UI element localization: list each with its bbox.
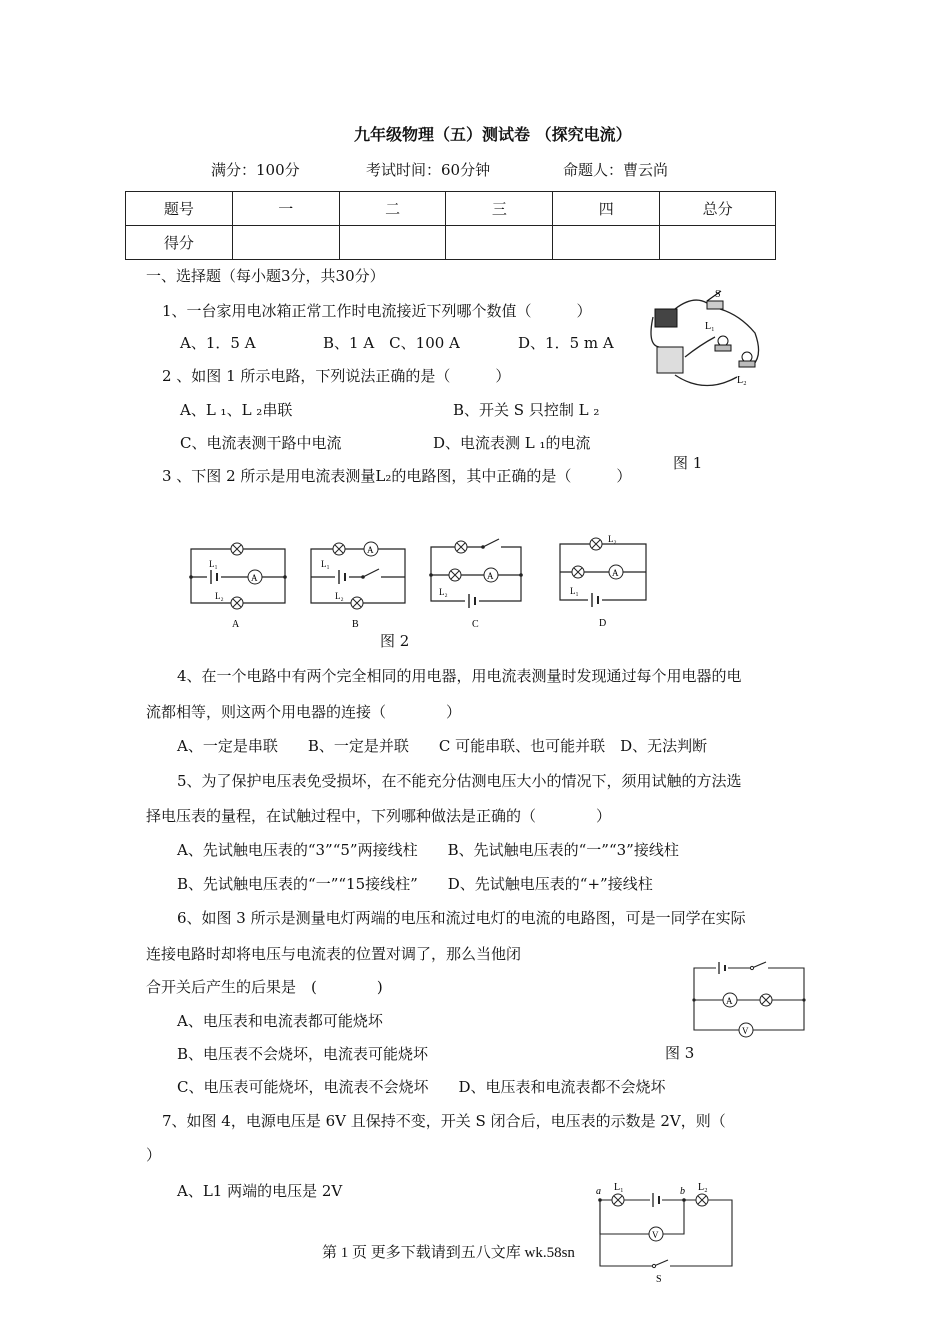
fig2-caption: 图 2 (380, 632, 410, 650)
fig4-label-l2: L₂ (698, 1182, 708, 1193)
fig3-caption: 图 3 (665, 1044, 695, 1062)
fig2d-l2: L₂ (608, 534, 617, 544)
score-cell[interactable] (232, 226, 339, 260)
q7-line2: ） (146, 1146, 162, 1164)
header-cell: 题号 (126, 192, 233, 226)
q5-line1: 5、为了保护电压表免受损坏，在不能充分估测电压大小的情况下，须用试触的方法选 (177, 772, 742, 790)
q4-line2: 流都相等，则这两个用电器的连接（ ） (146, 703, 462, 721)
battery-icon (655, 309, 677, 327)
figure-2-d (550, 530, 660, 630)
fig2c-caption: C (472, 619, 479, 630)
fig2d-ammeter-label: A (612, 568, 619, 578)
fig2c-ammeter-label: A (487, 571, 494, 581)
exam-time: 考试时间：60分钟 (366, 161, 491, 179)
figure-1 (645, 285, 775, 395)
q7-option-a: A、L1 两端的电压是 2V (177, 1182, 343, 1200)
score-cell[interactable] (553, 226, 660, 260)
figure-2-c (425, 535, 535, 635)
fig4-label-b: b (680, 1186, 685, 1197)
fig4-label-a: a (596, 1186, 601, 1197)
q4-options: A、一定是串联 B、一定是并联 C 可能串联、也可能并联 D、无法判断 (177, 737, 708, 755)
q1-stem: 1、一台家用电冰箱正常工作时电流接近下列哪个数值（ ） (162, 302, 592, 320)
table-row (126, 226, 776, 260)
fig2c-l2: L₂ (439, 587, 448, 597)
score-cell[interactable] (660, 226, 776, 260)
q5-options-cd: B、先试触电压表的“一”“15接线柱” D、先试触电压表的“+”接线柱 (177, 875, 653, 893)
q6-options-cd: C、电压表可能烧坏，电流表不会烧坏 D、电压表和电流表都不会烧坏 (177, 1078, 666, 1096)
fig2a-l1: L₁ (209, 559, 218, 569)
fig2a-caption: A (232, 619, 240, 630)
fig4-label-s: S (656, 1274, 662, 1285)
figure-3 (690, 960, 810, 1035)
q2-stem: 2 、如图 1 所示电路，下列说法正确的是（ ） (162, 367, 511, 385)
fig1-caption: 图 1 (673, 454, 703, 472)
fig1-label-s: S (715, 289, 721, 300)
header-cell: 二 (339, 192, 446, 226)
row-label: 得分 (126, 226, 233, 260)
q6-option-a: A、电压表和电流表都可能烧坏 (177, 1012, 383, 1030)
q2-option-b: B、开关 S 只控制 L ₂ (453, 401, 600, 419)
fig2b-ammeter-label: A (367, 545, 374, 555)
fig2d-l1: L₁ (570, 586, 579, 596)
q2-option-d: D、电流表测 L ₁的电流 (433, 434, 591, 452)
full-score: 满分：100分 (211, 161, 300, 179)
q5-options-ab: A、先试触电压表的“3”“5”两接线柱 B、先试触电压表的“一”“3”接线柱 (177, 841, 679, 859)
q2-option-a: A、L ₁、L ₂串联 (180, 401, 293, 419)
ammeter-icon (657, 347, 683, 373)
figure-4 (590, 1182, 750, 1286)
q4-line1: 4、在一个电路中有两个完全相同的用电器，用电流表测量时发现通过每个用电器的电 (177, 667, 742, 685)
fig2a-l2: L₂ (215, 591, 224, 601)
figure-2-b (305, 535, 415, 635)
q6-line2: 连接电路时却将电压与电流表的位置对调了，那么当他闭 (146, 945, 522, 963)
fig2b-l1: L₁ (321, 559, 330, 569)
fig1-label-l1: L₁ (705, 321, 715, 332)
page-title: 九年级物理（五）测试卷 （探究电流） (354, 125, 632, 144)
q2-option-c: C、电流表测干路中电流 (180, 434, 342, 452)
fig2d-caption: D (599, 618, 607, 629)
q3-stem: 3 、下图 2 所示是用电流表测量L₂的电路图，其中正确的是（ ） (162, 467, 632, 485)
score-cell[interactable] (339, 226, 446, 260)
q7-line1: 7、如图 4，电源电压是 6V 且保持不变，开关 S 闭合后，电压表的示数是 2V，则（ (162, 1112, 726, 1130)
q6-line1: 6、如图 3 所示是测量电灯两端的电压和流过电灯的电流的电路图，可是一同学在实际 (177, 909, 746, 927)
page-footer: 第 1 页 更多下载请到五八文库 wk.58sn (322, 1245, 575, 1261)
author: 命题人：曹云尚 (563, 161, 669, 179)
header-cell: 四 (553, 192, 660, 226)
switch-icon (707, 301, 723, 309)
header-cell: 一 (232, 192, 339, 226)
fig4-voltmeter-label: V (652, 1230, 659, 1240)
score-cell[interactable] (446, 226, 553, 260)
fig3-voltmeter-label: V (742, 1026, 749, 1036)
q5-line2: 择电压表的量程，在试触过程中，下列哪种做法是正确的（ ） (146, 807, 612, 825)
fig1-label-l2: L₂ (737, 375, 747, 386)
header-cell: 三 (446, 192, 553, 226)
figure-2-a (185, 535, 295, 635)
q1-option-d: D、1．5 m A (518, 334, 614, 352)
q1-option-bc: B、1 A C、100 A (323, 334, 460, 352)
section-heading: 一、选择题（每小题3分，共30分） (146, 267, 385, 285)
score-table (125, 191, 776, 260)
q6-option-b: B、电压表不会烧坏，电流表可能烧坏 (177, 1045, 429, 1063)
fig2b-caption: B (352, 619, 359, 630)
fig2b-l2: L₂ (335, 591, 344, 601)
fig3-ammeter-label: A (726, 996, 733, 1006)
q1-option-a: A、1．5 A (180, 334, 256, 352)
header-cell: 总分 (660, 192, 776, 226)
fig4-label-l1: L₁ (614, 1182, 624, 1193)
q6-line3: 合开关后产生的后果是 ( ) (146, 978, 383, 996)
fig2a-ammeter-label: A (251, 573, 258, 583)
table-row (126, 192, 776, 226)
